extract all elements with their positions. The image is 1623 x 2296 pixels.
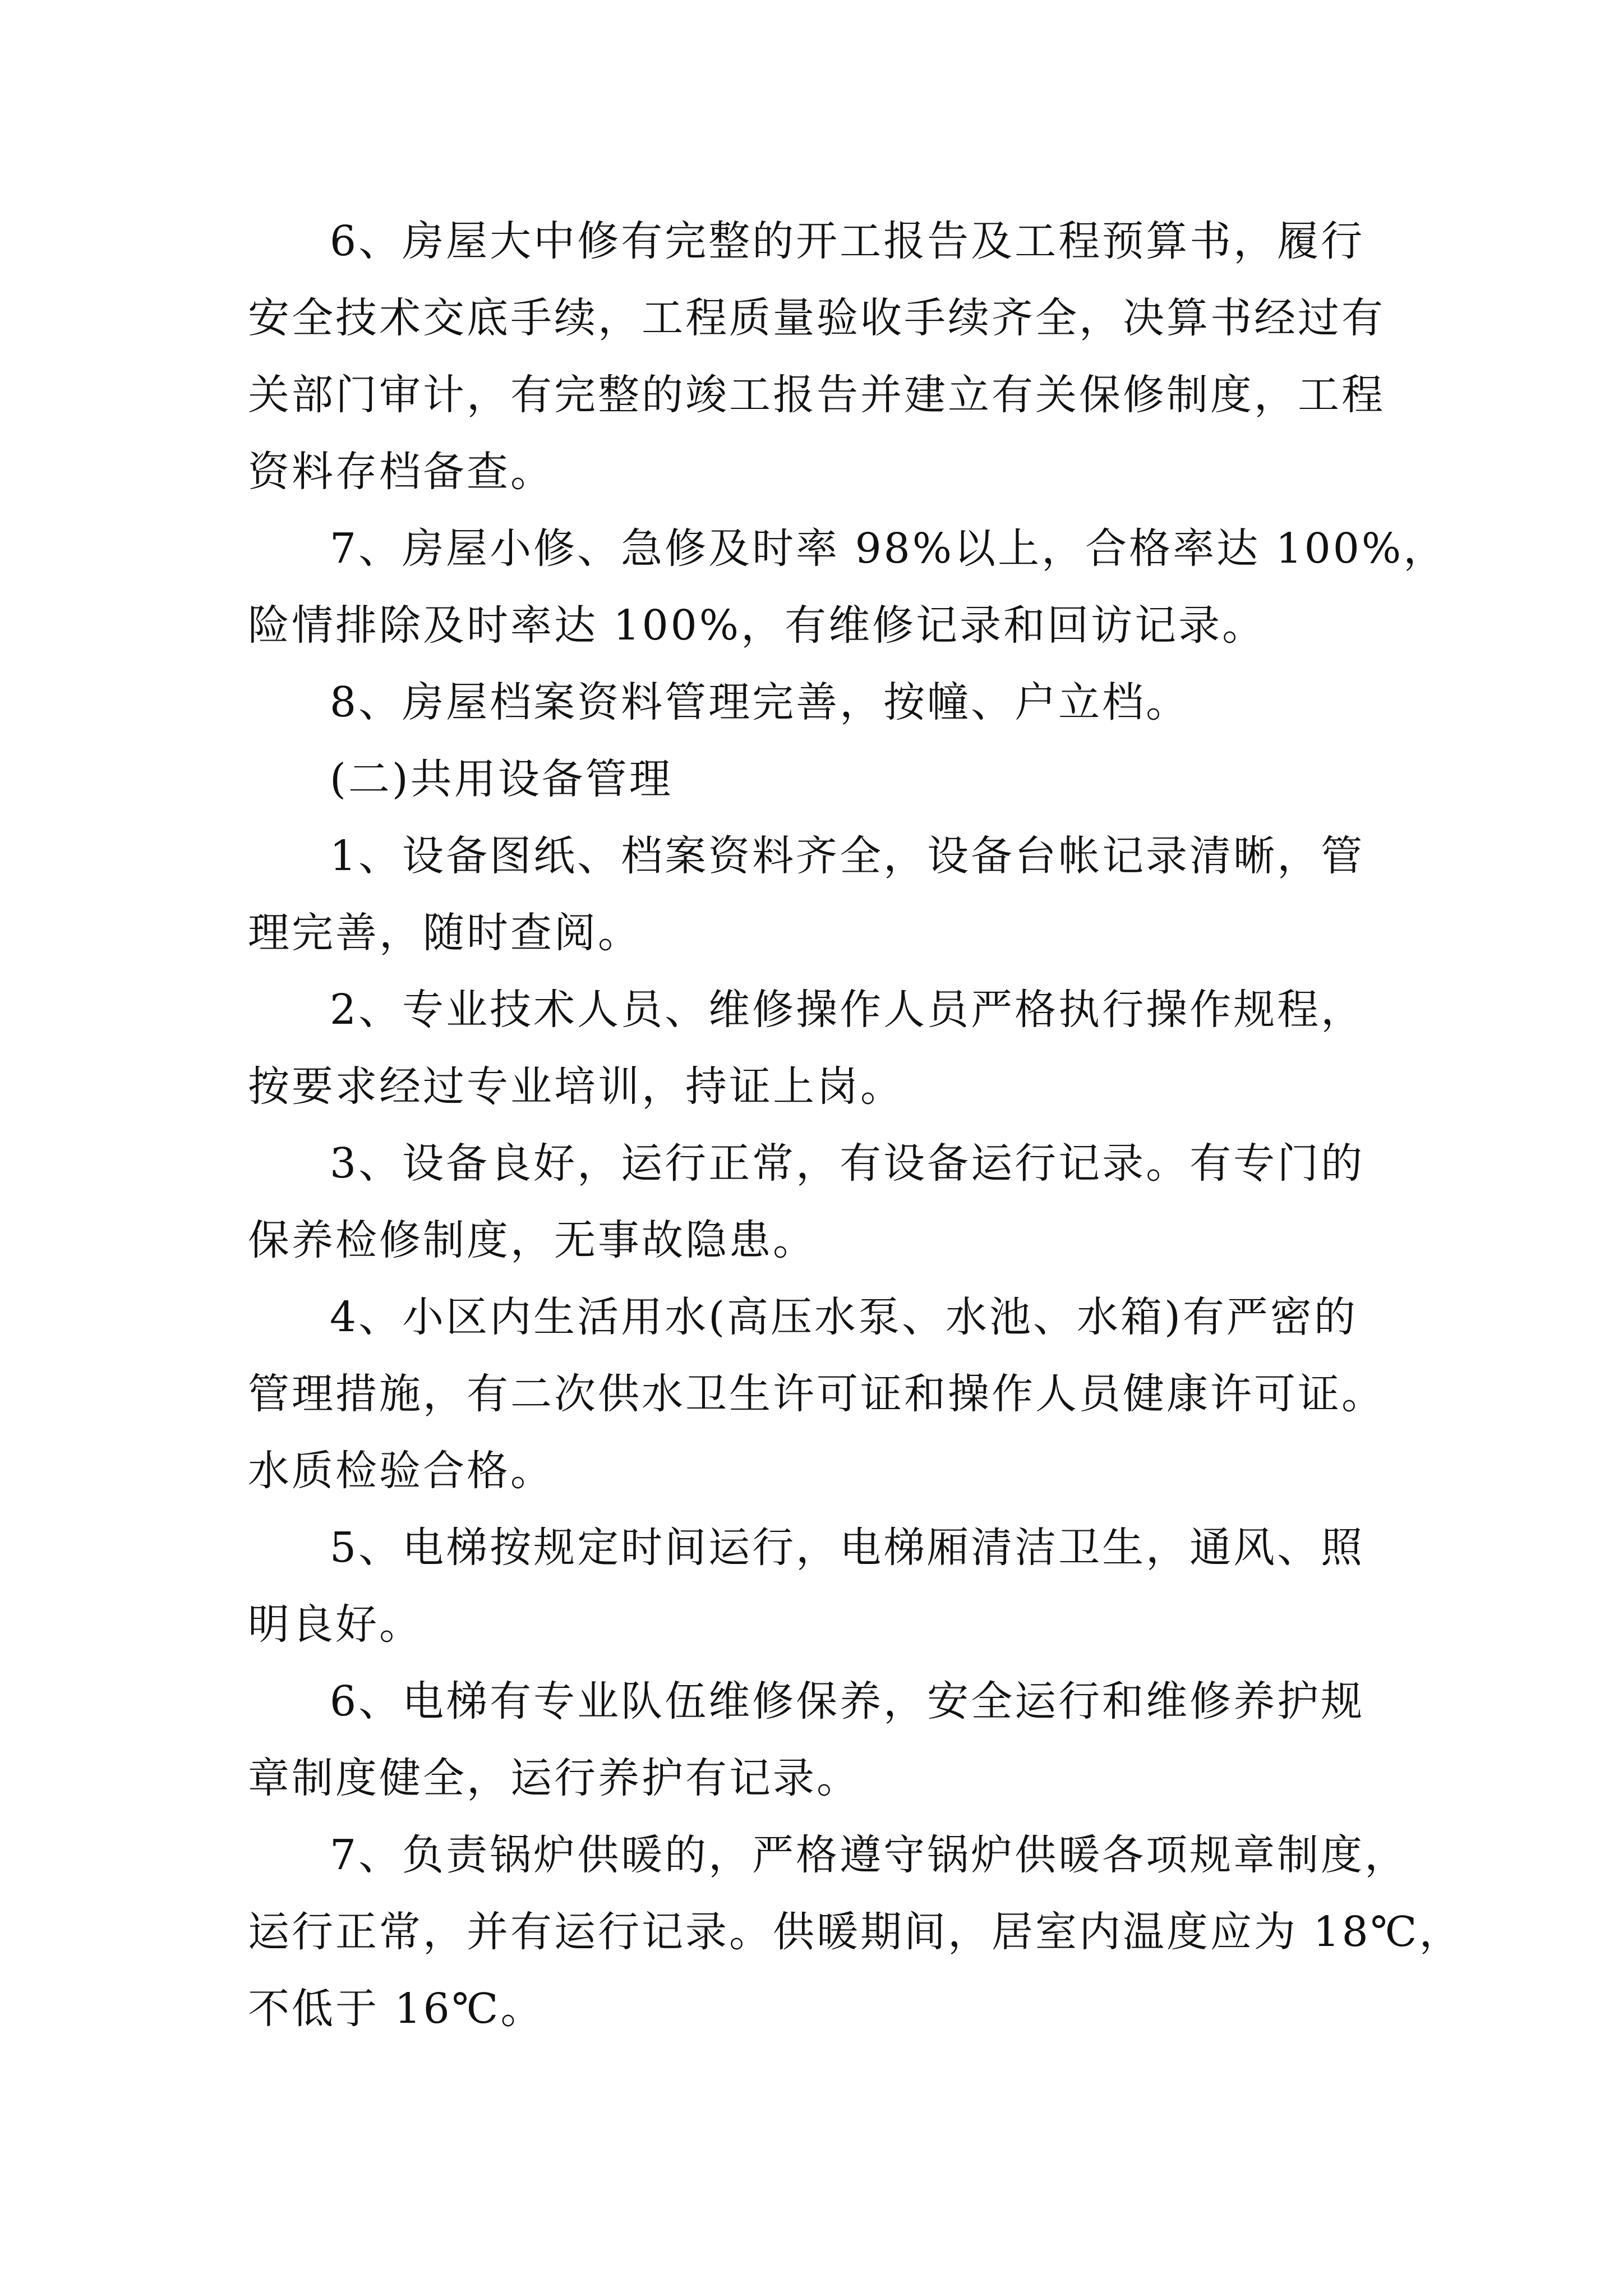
text-line: 资料存档备查。: [248, 448, 554, 496]
text-line: 5、电梯按规定时间运行，电梯厢清洁卫生，通风、照: [330, 1524, 1365, 1572]
text-line: 安全技术交底手续，工程质量验收手续齐全，决算书经过有: [248, 294, 1385, 342]
text-line: 7、负责锅炉供暖的，严格遵守锅炉供暖各项规章制度，: [330, 1831, 1409, 1879]
text-line: 6、电梯有专业队伍维修保养，安全运行和维修养护规: [330, 1677, 1365, 1726]
text-line: 8、房屋档案资料管理完善，按幢、户立档。: [330, 678, 1190, 726]
text-line: 明良好。: [248, 1600, 423, 1649]
text-line: 2、专业技术人员、维修操作人员严格执行操作规程，: [330, 986, 1365, 1034]
text-line: 章制度健全，运行养护有记录。: [248, 1754, 860, 1802]
text-line: 保养检修制度，无事故隐患。: [248, 1216, 817, 1264]
text-line: 险情排除及时率达 100%，有维修记录和回访记录。: [248, 601, 1266, 650]
text-line: 水质检验合格。: [248, 1447, 554, 1495]
text-line: 理完善，随时查阅。: [248, 909, 642, 957]
text-line: 1、设备图纸、档案资料齐全，设备台帐记录清晰，管: [330, 832, 1365, 880]
text-line: 4、小区内生活用水(高压水泵、水池、水箱)有严密的: [330, 1293, 1358, 1341]
text-line: 6、房屋大中修有完整的开工报告及工程预算书，履行: [330, 217, 1365, 265]
text-line: 关部门审计，有完整的竣工报告并建立有关保修制度，工程: [248, 371, 1385, 419]
section-heading: (二)共用设备管理: [330, 755, 673, 803]
text-line: 3、设备良好，运行正常，有设备运行记录。有专门的: [330, 1139, 1365, 1188]
text-line: 管理措施，有二次供水卫生许可证和操作人员健康许可证。: [248, 1370, 1385, 1418]
text-line: 不低于 16℃。: [248, 1985, 545, 2033]
text-line: 7、房屋小修、急修及时率 98%以上，合格率达 100%，: [330, 524, 1447, 573]
text-line: 按要求经过专业培训，持证上岗。: [248, 1062, 904, 1111]
text-line: 运行正常，并有运行记录。供暖期间，居室内温度应为 18℃，: [248, 1908, 1463, 1956]
